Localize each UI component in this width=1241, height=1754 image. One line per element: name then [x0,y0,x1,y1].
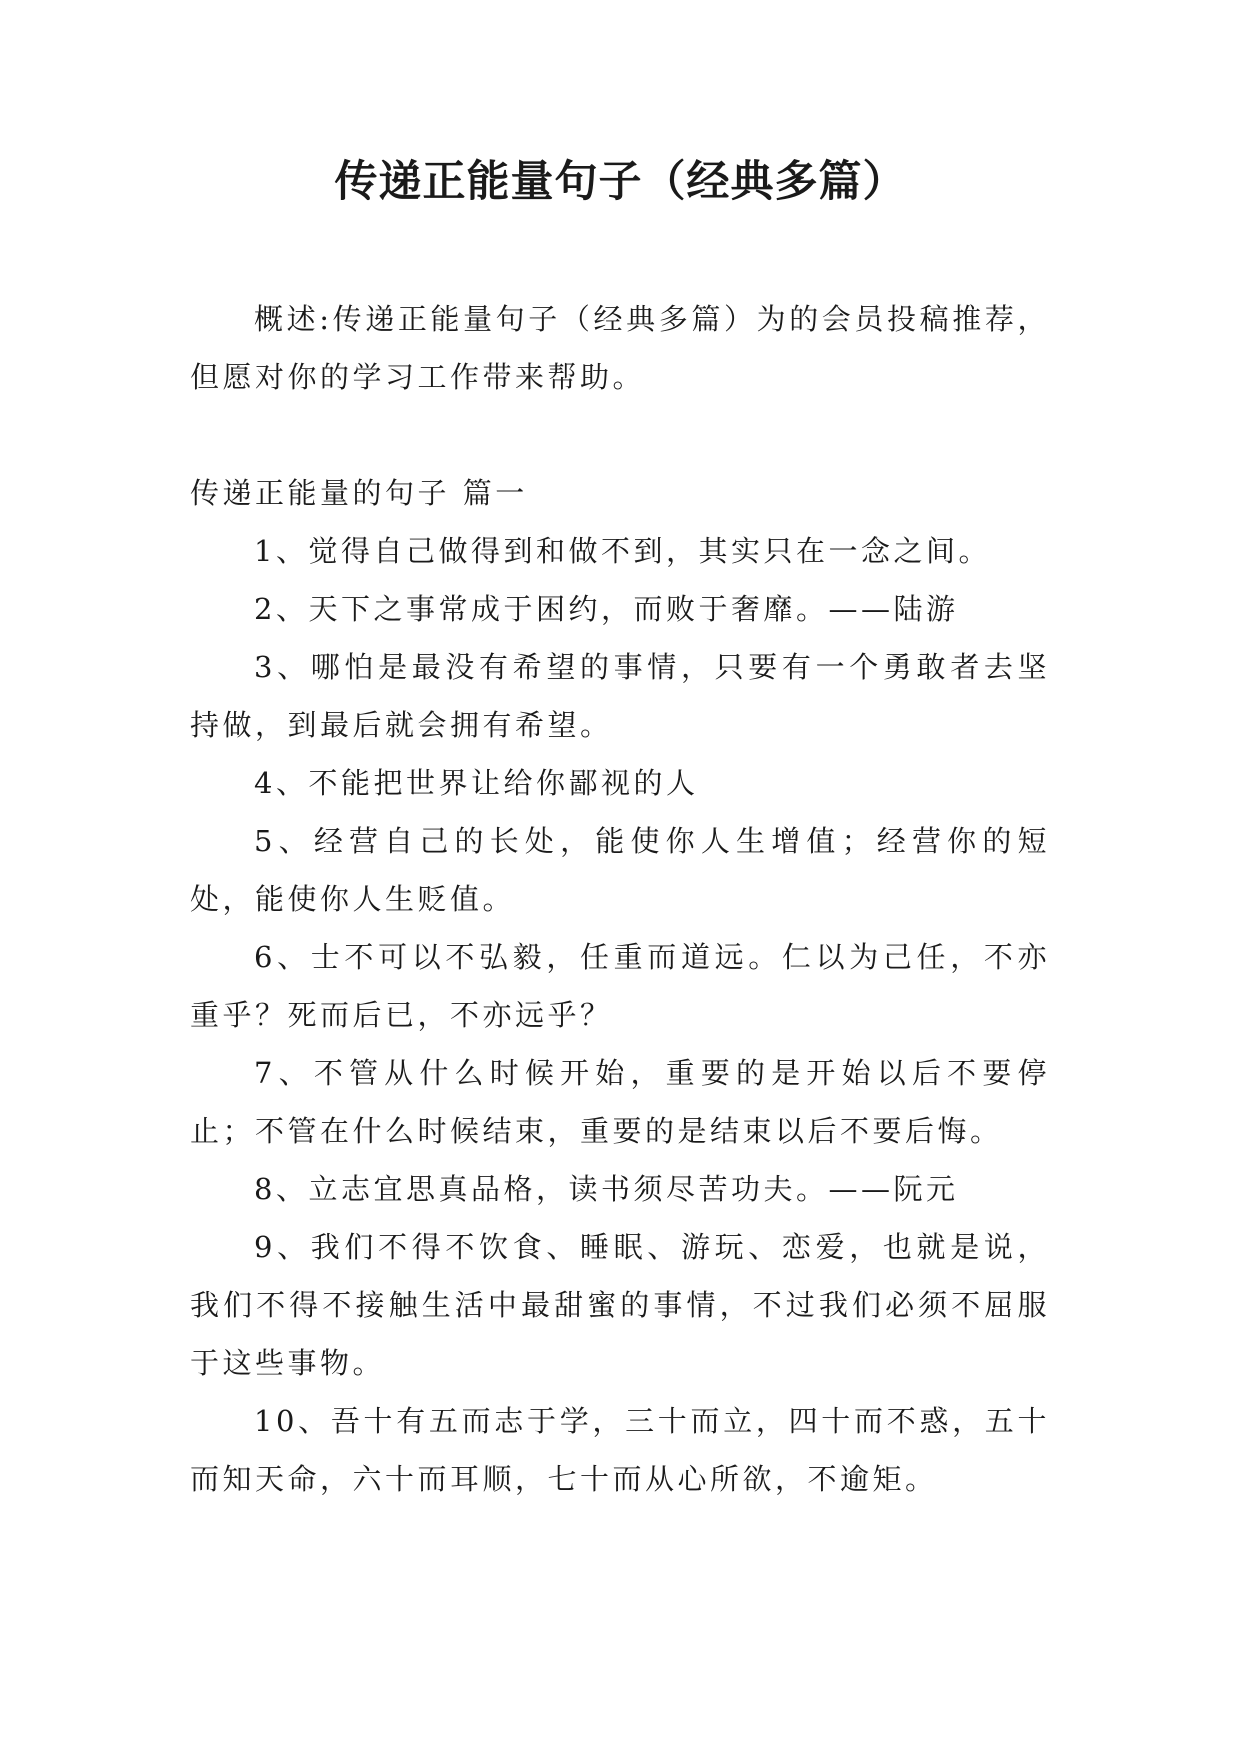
list-item: 8、立志宜思真品格，读书须尽苦功夫。——阮元 [254,1172,959,1206]
document-title: 传递正能量句子（经典多篇） [334,157,907,207]
summary-paragraph: 概述:传递正能量句子（经典多篇）为的会员投稿推荐，但愿对你的学习工作带来帮助。 [190,302,1050,394]
list-item: 1、觉得自己做得到和做不到，其实只在一念之间。 [254,534,991,568]
list-item: 10、吾十有五而志于学，三十而立，四十而不惑，五十而知天命，六十而耳顺，七十而从心所欲，不逾矩。 [190,1404,1050,1496]
list-item: 6、士不可以不弘毅，任重而道远。仁以为己任，不亦重乎？死而后已，不亦远乎？ [190,940,1050,1032]
list-item: 7、不管从什么时候开始，重要的是开始以后不要停止；不管在什么时候结束，重要的是结束以后不要后悔。 [190,1056,1050,1148]
document-body [190,290,1050,1508]
list-item: 2、天下之事常成于困约，而败于奢靡。——陆游 [254,592,959,626]
section-heading: 传递正能量的句子 篇一 [190,476,528,510]
list-item: 9、我们不得不饮食、睡眠、游玩、恋爱，也就是说，我们不得不接触生活中最甜蜜的事情，不过我们必须不屈服于这些事物。 [190,1230,1050,1380]
list-item: 3、哪怕是最没有希望的事情，只要有一个勇敢者去坚持做，到最后就会拥有希望。 [190,650,1050,742]
list-item: 4、不能把世界让给你鄙视的人 [254,766,699,800]
list-item: 5、经营自己的长处，能使你人生增值；经营你的短处，能使你人生贬值。 [190,824,1050,916]
